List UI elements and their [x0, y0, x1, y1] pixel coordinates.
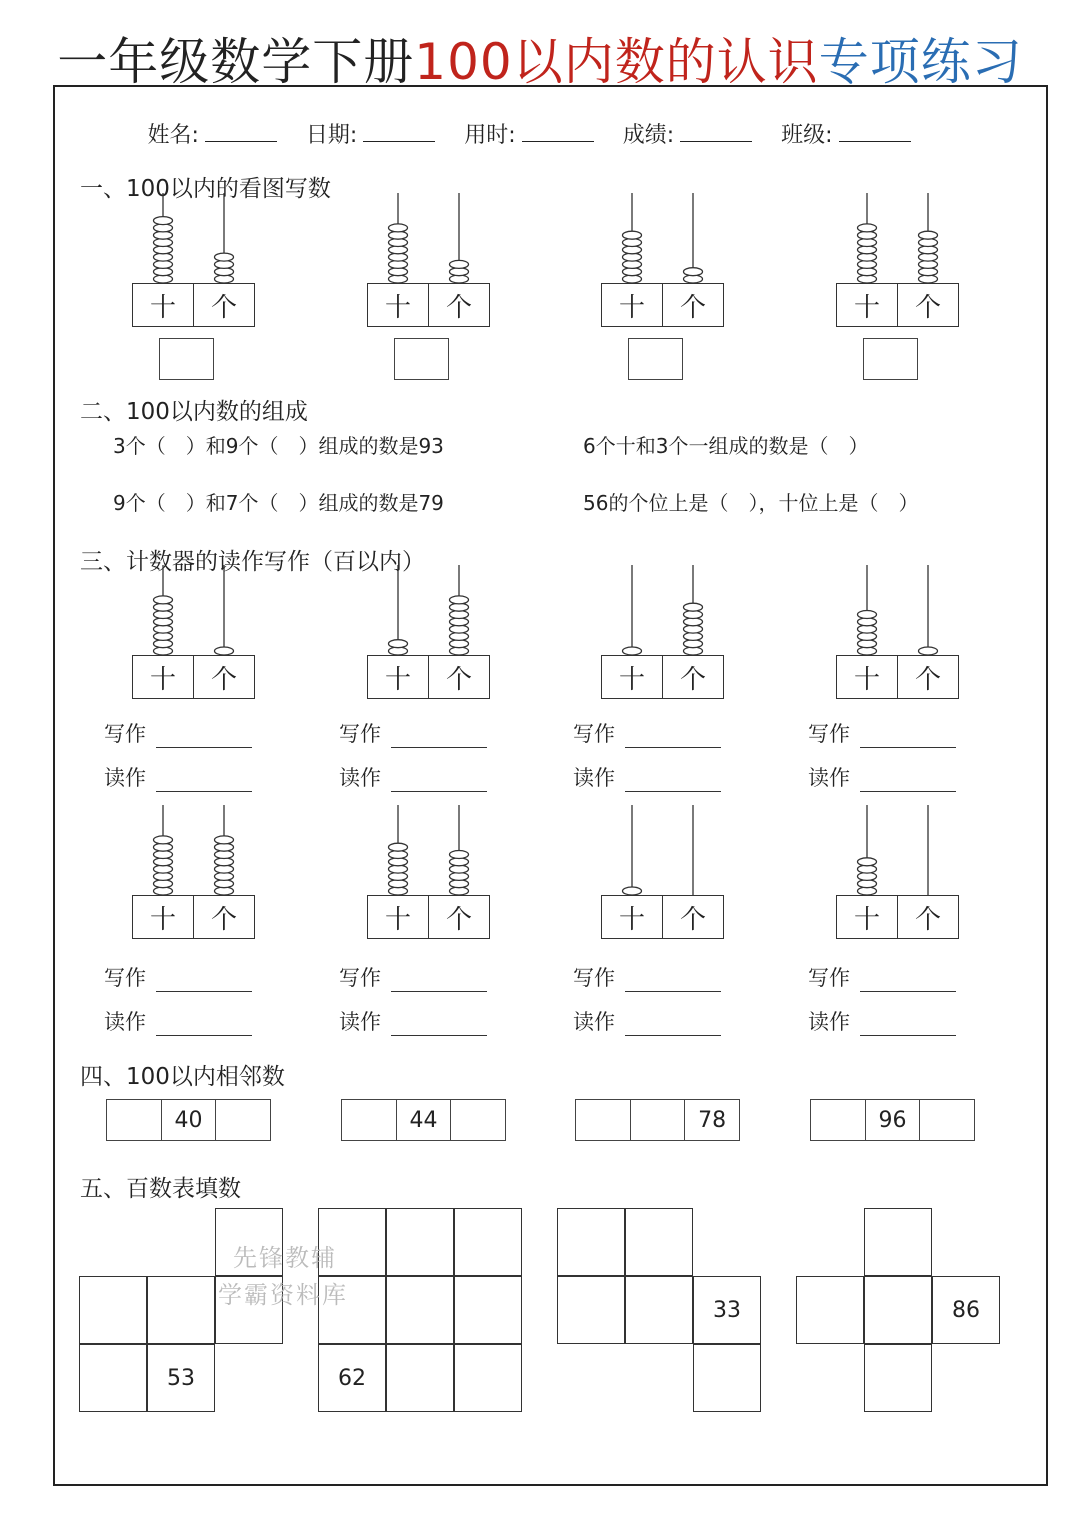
write-blank[interactable]: [391, 973, 487, 992]
s3-counter-place-value-7: [836, 895, 959, 939]
s1-counter-place-value-1: [367, 283, 490, 327]
bead: [858, 611, 877, 619]
ones-label: 个: [679, 904, 706, 935]
chart-cell[interactable]: [625, 1208, 693, 1276]
ones-label: 个: [445, 664, 472, 695]
read-answer-0: [104, 762, 252, 792]
given-number: 44: [397, 1100, 452, 1140]
read-answer-4: [104, 1006, 252, 1036]
s3-counter-place-value-2: [601, 655, 724, 699]
bead: [623, 887, 642, 895]
bead: [450, 851, 469, 859]
tens-label: 十: [133, 896, 194, 938]
chart-cell[interactable]: [864, 1344, 932, 1412]
ones-label: 个: [210, 292, 237, 323]
watermark-line-1: 先锋教辅: [233, 1244, 337, 1272]
tens-label: 十: [368, 284, 429, 326]
read-answer-3: [808, 762, 956, 792]
write-label: 写作: [573, 966, 615, 990]
tens-label: 十: [837, 656, 898, 698]
ones-label: 个: [445, 292, 472, 323]
tens-label: 十: [602, 284, 663, 326]
read-label: 读作: [573, 766, 615, 790]
s3-counter-place-value-3: [836, 655, 959, 699]
title-part3: 专项练习: [818, 33, 1023, 91]
read-blank[interactable]: [391, 1017, 487, 1036]
section5-heading: 五、百数表填数: [80, 1176, 241, 1202]
chart-cell[interactable]: [454, 1344, 522, 1412]
neighbor-blank[interactable]: [631, 1100, 686, 1140]
info-date-blank[interactable]: [363, 141, 435, 142]
neighbor-row-1: [341, 1099, 506, 1141]
bead: [684, 603, 703, 611]
write-blank[interactable]: [860, 973, 956, 992]
s3-counter-beads-7: [836, 805, 959, 897]
chart-cell[interactable]: [454, 1208, 522, 1276]
neighbor-blank[interactable]: [576, 1100, 631, 1140]
bead: [450, 596, 469, 604]
read-blank[interactable]: [391, 773, 487, 792]
s3-counter-beads-1: [367, 565, 490, 657]
bead: [684, 268, 703, 276]
bead: [858, 858, 877, 866]
info-fields: [0, 118, 1080, 149]
answer-box-3[interactable]: [863, 338, 918, 380]
write-answer-1: [339, 718, 487, 748]
write-label: 写作: [104, 722, 146, 746]
s1-counter-beads-3: [836, 193, 959, 285]
tens-label: 十: [837, 284, 898, 326]
neighbor-blank[interactable]: [342, 1100, 397, 1140]
s1-counter-beads-1: [367, 193, 490, 285]
chart-cell[interactable]: [386, 1276, 454, 1344]
write-label: 写作: [104, 966, 146, 990]
read-blank[interactable]: [625, 773, 721, 792]
chart-cell[interactable]: [386, 1208, 454, 1276]
watermark-line-2: 学霸资料库: [218, 1281, 348, 1309]
bead: [919, 647, 938, 655]
answer-box-1[interactable]: [394, 338, 449, 380]
chart-cell[interactable]: [147, 1276, 215, 1344]
write-answer-4: [104, 962, 252, 992]
info-time-blank[interactable]: [522, 141, 594, 142]
s1-counter-place-value-3: [836, 283, 959, 327]
tens-label: 十: [602, 896, 663, 938]
title-part1: 一年级数学下册: [57, 33, 415, 91]
tens-label: 十: [133, 284, 194, 326]
read-blank[interactable]: [156, 773, 252, 792]
ones-label: 个: [914, 904, 941, 935]
write-answer-5: [339, 962, 487, 992]
s1-counter-place-value-2: [601, 283, 724, 327]
given-number: 78: [698, 1107, 727, 1133]
title-part2: 100以内数的认识: [414, 33, 819, 91]
info-class-label: 班级:: [781, 123, 833, 148]
chart-cell-53: 53: [147, 1344, 215, 1412]
ones-label: 个: [679, 664, 706, 695]
ones-label: 个: [914, 664, 941, 695]
neighbor-blank[interactable]: [107, 1100, 162, 1140]
bead: [623, 647, 642, 655]
neighbor-blank[interactable]: [920, 1100, 974, 1140]
s3-counter-beads-4: [132, 805, 255, 897]
chart-cell[interactable]: [386, 1344, 454, 1412]
info-date-label: 日期:: [305, 123, 358, 148]
s3-counter-place-value-6: [601, 895, 724, 939]
tens-label: 十: [368, 656, 429, 698]
answer-box-2[interactable]: [628, 338, 683, 380]
s3-counter-beads-5: [367, 805, 490, 897]
write-label: 写作: [808, 722, 850, 746]
neighbor-row-3: [810, 1099, 975, 1141]
chart-cell-62: 62: [318, 1344, 386, 1412]
chart-cell[interactable]: [796, 1276, 864, 1344]
s3-counter-beads-0: [132, 565, 255, 657]
chart-cell[interactable]: [79, 1344, 147, 1412]
bead: [154, 596, 173, 604]
tens-label: 十: [837, 896, 898, 938]
info-score-blank[interactable]: [680, 141, 752, 142]
write-label: 写作: [808, 966, 850, 990]
read-label: 读作: [104, 766, 146, 790]
read-answer-2: [573, 762, 721, 792]
bead: [389, 843, 408, 851]
info-name-blank[interactable]: [205, 141, 277, 142]
chart-cell[interactable]: [625, 1276, 693, 1344]
ones-label: 个: [679, 292, 706, 323]
answer-box-0[interactable]: [159, 338, 214, 380]
write-answer-6: [573, 962, 721, 992]
ones-label: 个: [445, 904, 472, 935]
info-class-blank[interactable]: [839, 141, 911, 142]
given-number: 40: [162, 1100, 217, 1140]
write-label: 写作: [339, 966, 381, 990]
bead: [215, 253, 234, 261]
write-answer-2: [573, 718, 721, 748]
read-answer-1: [339, 762, 487, 792]
read-blank[interactable]: [860, 1017, 956, 1036]
bead: [389, 640, 408, 648]
write-blank[interactable]: [625, 729, 721, 748]
read-label: 读作: [339, 1010, 381, 1034]
bead: [623, 231, 642, 239]
bead: [919, 231, 938, 239]
write-label: 写作: [339, 722, 381, 746]
write-blank[interactable]: [391, 729, 487, 748]
chart-cell[interactable]: [557, 1208, 625, 1276]
neighbor-blank[interactable]: [811, 1100, 866, 1140]
ones-label: 个: [210, 904, 237, 935]
neighbor-blank[interactable]: [216, 1100, 270, 1140]
read-label: 读作: [573, 1010, 615, 1034]
chart-cell[interactable]: [557, 1276, 625, 1344]
info-score-label: 成绩:: [622, 123, 675, 148]
chart-cell-86: 86: [932, 1276, 1000, 1344]
bead: [858, 224, 877, 232]
read-blank[interactable]: [860, 773, 956, 792]
read-answer-6: [573, 1006, 721, 1036]
chart-cell[interactable]: [864, 1208, 932, 1276]
tens-label: 十: [368, 896, 429, 938]
read-label: 读作: [104, 1010, 146, 1034]
section2-heading: 二、100以内数的组成: [80, 399, 308, 425]
tens-label: 十: [602, 656, 663, 698]
s3-counter-place-value-0: [132, 655, 255, 699]
composition-question-3: 9个（ ）和7个（ ）组成的数是79: [113, 491, 444, 515]
s3-counter-beads-3: [836, 565, 959, 657]
worksheet-title: [0, 22, 1080, 94]
bead: [450, 260, 469, 268]
s3-counter-beads-2: [601, 565, 724, 657]
chart-cell-33: 33: [693, 1276, 761, 1344]
neighbor-row-0: [106, 1099, 271, 1141]
chart-cell[interactable]: [79, 1276, 147, 1344]
write-answer-3: [808, 718, 956, 748]
s1-counter-beads-2: [601, 193, 724, 285]
s3-counter-place-value-1: [367, 655, 490, 699]
bead: [215, 647, 234, 655]
write-label: 写作: [573, 722, 615, 746]
write-blank[interactable]: [156, 973, 252, 992]
bead: [154, 836, 173, 844]
read-answer-7: [808, 1006, 956, 1036]
chart-cell[interactable]: [693, 1344, 761, 1412]
read-label: 读作: [808, 1010, 850, 1034]
section3-heading: 三、计数器的读作写作（百以内）: [80, 549, 425, 575]
write-answer-7: [808, 962, 956, 992]
composition-question-1: 3个（ ）和9个（ ）组成的数是93: [113, 434, 444, 458]
composition-question-2: 6个十和3个一组成的数是（ ）: [583, 434, 869, 458]
given-number: 96: [866, 1100, 921, 1140]
neighbor-row-2: [575, 1099, 740, 1141]
composition-question-4: 56的个位上是（ ），十位上是（ ）: [583, 491, 919, 515]
info-name-label: 姓名:: [147, 123, 199, 148]
tens-label: 十: [133, 656, 194, 698]
write-blank[interactable]: [156, 729, 252, 748]
ones-label: 个: [914, 292, 941, 323]
section1-heading: 一、100以内的看图写数: [80, 176, 331, 202]
s3-counter-place-value-5: [367, 895, 490, 939]
s3-counter-place-value-4: [132, 895, 255, 939]
neighbor-blank[interactable]: [451, 1100, 505, 1140]
chart-cell[interactable]: [864, 1276, 932, 1344]
write-answer-0: [104, 718, 252, 748]
read-label: 读作: [339, 766, 381, 790]
s1-counter-beads-0: [132, 193, 255, 285]
write-blank[interactable]: [860, 729, 956, 748]
read-label: 读作: [808, 766, 850, 790]
read-answer-5: [339, 1006, 487, 1036]
write-blank[interactable]: [625, 973, 721, 992]
bead: [389, 224, 408, 232]
info-time-label: 用时:: [464, 123, 516, 148]
s3-counter-beads-6: [601, 805, 724, 897]
bead: [215, 836, 234, 844]
s1-counter-place-value-0: [132, 283, 255, 327]
section4-heading: 四、100以内相邻数: [80, 1064, 285, 1090]
read-blank[interactable]: [156, 1017, 252, 1036]
bead: [154, 217, 173, 225]
chart-cell[interactable]: [454, 1276, 522, 1344]
read-blank[interactable]: [625, 1017, 721, 1036]
ones-label: 个: [210, 664, 237, 695]
